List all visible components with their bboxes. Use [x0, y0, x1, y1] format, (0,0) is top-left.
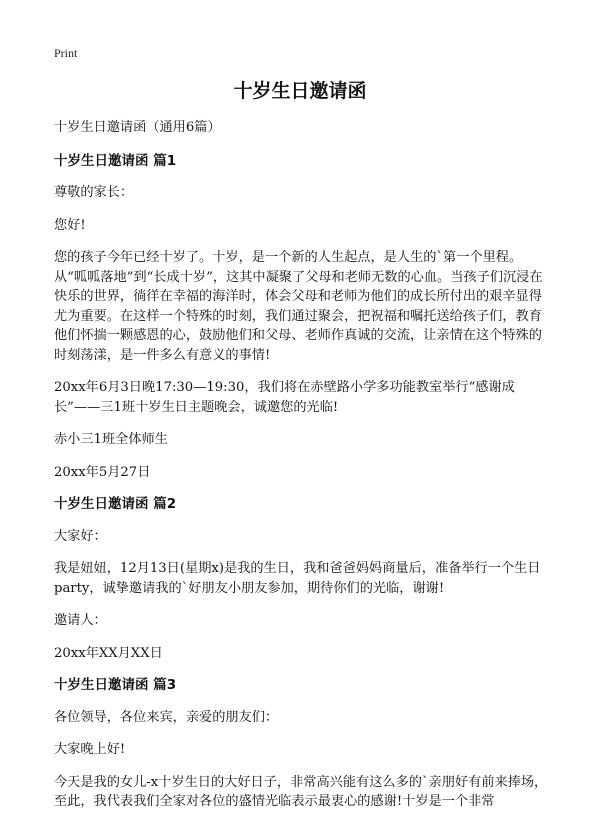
section-2-heading: 十岁生日邀请函 篇2 — [54, 496, 177, 512]
document-subtitle: 十岁生日邀请函（通用6篇） — [54, 120, 221, 135]
section-1-body: 您的孩子今年已经十岁了。十岁，是一个新的人生起点，是人生的`第一个里程。从“呱呱落地”到“长成十岁”，这其中凝聚了父母和老师无数的心血。当孩子们沉浸在快乐的世界，徜徉在幸福的海洋时，体会父母和老师为他们的成长所付出的艰辛显得尤为重要。在这样一个特殊的时刻，我们通过聚会，把祝福和嘱托送给孩子们，教育他们怀揣一颗感恩的心，鼓励他们和父母、老师作真诚的交流，让亲情在这个特殊的时刻荡漾，是一件多么有意义的事情! — [54, 250, 543, 363]
section-1-event: 20xx年6月3日晚17:30—19:30，我们将在赤壁路小学多功能教室举行“感谢成长”——三1班十岁生日主题晚会，诚邀您的光临! — [54, 380, 515, 415]
section-2-date: 20xx年XX月XX日 — [54, 645, 163, 661]
section-1-greeting: 尊敬的家长： — [54, 185, 134, 200]
section-3-body: 今天是我的女儿-x十岁生日的大好日子，非常高兴能有这么多的`亲朋好有前来捧场，至此，我代表我们全家对各位的盛情光临表示最衷心的感谢!十岁是一个非常 — [54, 774, 548, 809]
section-1-hello: 您好! — [54, 217, 86, 233]
page-title: 十岁生日邀请函 — [233, 80, 367, 102]
section-1-signature: 赤小三1班全体师生 — [54, 432, 168, 447]
document-content — [54, 118, 548, 825]
section-2-greeting: 大家好： — [54, 528, 107, 544]
print-label: Print — [54, 46, 78, 60]
section-2-inviter-label: 邀请人： — [54, 613, 107, 628]
section-3-heading: 十岁生日邀请函 篇3 — [54, 677, 177, 693]
section-3-greeting: 各位领导，各位来宾，亲爱的朋友们： — [54, 709, 279, 725]
section-2-body: 我是妞妞，12月13日(星期x)是我的生日，我和爸爸妈妈商量后，准备举行一个生日party，诚挚邀请我的`好朋友小朋友参加，期待你们的光临，谢谢! — [54, 561, 541, 596]
section-1-heading: 十岁生日邀请函 篇1 — [54, 152, 177, 169]
section-3-evening: 大家晚上好! — [54, 742, 126, 757]
section-1-date: 20xx年5月27日 — [54, 464, 151, 480]
